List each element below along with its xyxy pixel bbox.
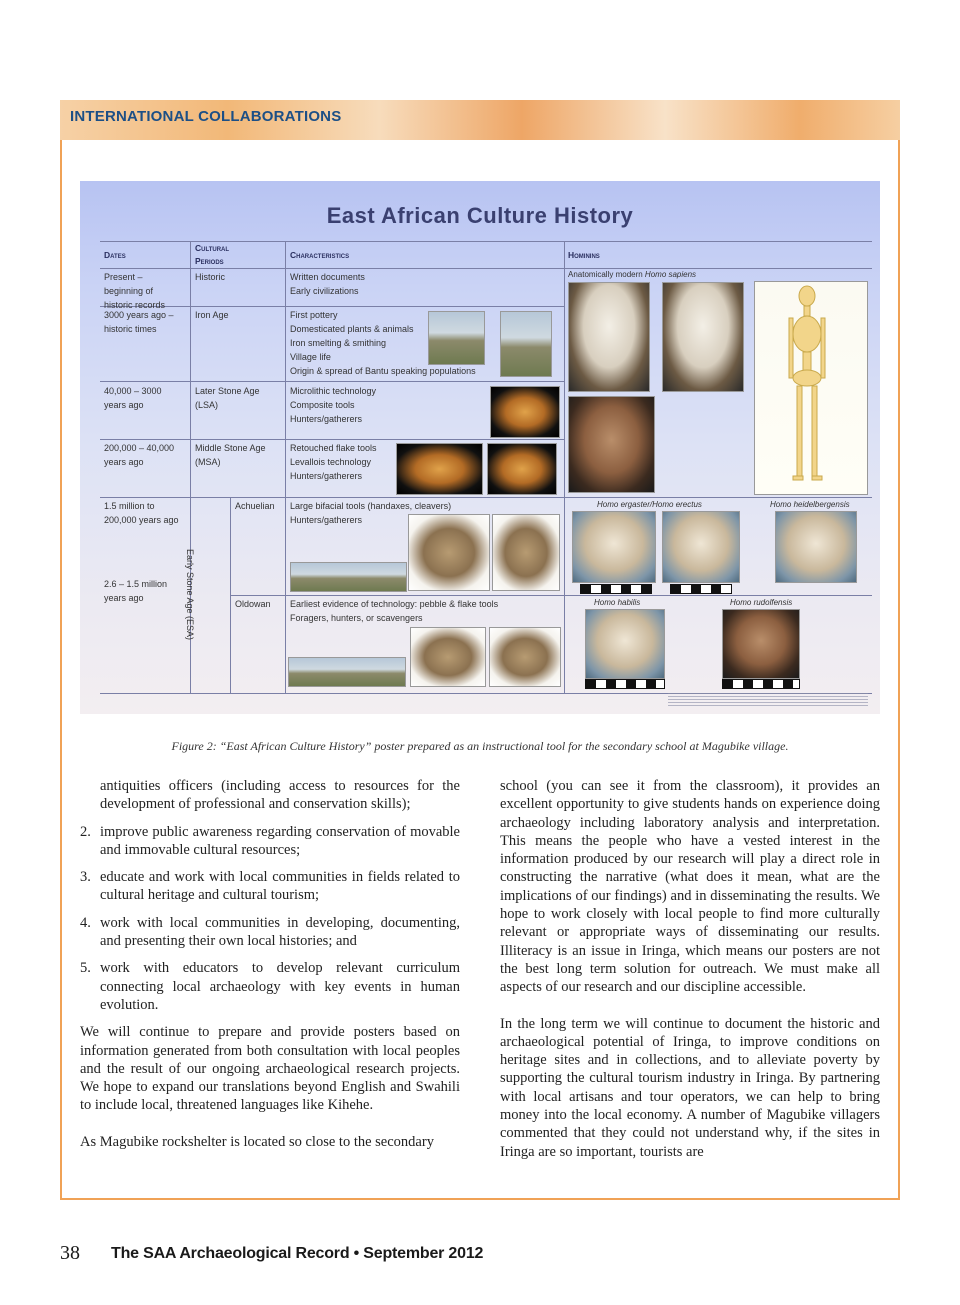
- paragraph: As Magubike rockshelter is located so close to the secondary: [80, 1133, 434, 1150]
- ergaster-label: Homo ergaster/Homo erectus: [597, 500, 702, 509]
- row-msa-period: Middle Stone Age (MSA): [195, 443, 266, 467]
- grid-line: [230, 497, 231, 693]
- section-banner: [60, 100, 900, 140]
- rudolfensis-label: Homo rudolfensis: [730, 598, 793, 607]
- row-oldowan-dates: 2.6 – 1.5 million years ago: [104, 579, 168, 603]
- row-historic-period: Historic: [195, 272, 226, 282]
- row-achuelian-chars: Large bifacial tools (handaxes, cleavers) Hunters/gatherers: [290, 501, 452, 525]
- pebble-tool-photo: [410, 627, 486, 687]
- row-achuelian-dates: 1.5 million to 200,000 years ago: [104, 501, 179, 525]
- ergaster-skull-photo-1: [572, 511, 656, 583]
- row-oldowan-chars: Earliest evidence of technology: pebble & flake tools Foragers, hunters, or scavengers: [290, 599, 499, 623]
- handaxe-photo-1: [408, 514, 490, 591]
- paragraph: We will continue to prepare and provide posters based on information generated from both consultation with local peoples and the result of our ongoing archaeological research projects. We hope to expand our translations beyond English and Swahili to include local, threatened languages like Kihehe.: [80, 1024, 460, 1114]
- header-periods: Periods: [195, 256, 224, 266]
- list-item: 3. educate and work with local communities in fields related to cultural heritage and cultural tourism;: [80, 869, 460, 904]
- row-achuelian-period: Achuelian: [235, 501, 275, 511]
- msa-tools-photo-1: [396, 443, 483, 495]
- list-item: 5. work with educators to develop relevant curriculum connecting local archaeology with key events in human evolution.: [80, 960, 460, 1013]
- ergaster-skull-photo-2: [662, 511, 740, 583]
- grid-line: [285, 241, 286, 693]
- scale-bar: [722, 679, 800, 689]
- excavation-photo: [500, 311, 552, 377]
- grid-line: [100, 439, 564, 440]
- skeleton-diagram: [754, 281, 868, 495]
- grid-line: [100, 306, 564, 307]
- grid-line: [564, 241, 565, 693]
- poster-title: East African Culture History: [326, 203, 634, 228]
- handaxe-photo-2: [492, 514, 560, 591]
- row-ironage-dates: 3000 years ago – historic times: [104, 310, 174, 334]
- msa-tools-photo-2: [487, 443, 557, 495]
- header-cultural: Cultural: [195, 243, 230, 253]
- figure-caption: Figure 2: “East African Culture History” poster prepared as an instructional tool for the secondary school at Magubike village.: [171, 739, 789, 753]
- poster-credits: [668, 693, 868, 707]
- scale-bar: [580, 584, 652, 594]
- oldowan-landscape-photo: [288, 657, 406, 687]
- section-title: INTERNATIONAL COLLABORATIONS: [70, 108, 342, 125]
- page-number: 38: [60, 1242, 80, 1264]
- row-ironage-period: Iron Age: [195, 310, 229, 320]
- row-historic-dates: Present – beginning of historic records: [104, 272, 166, 310]
- header-dates: Dates: [104, 250, 126, 260]
- header-characteristics: Characteristics: [290, 250, 350, 260]
- row-lsa-dates: 40,000 – 3000 years ago: [104, 386, 162, 410]
- esa-label: Early Stone Age (ESA): [185, 549, 195, 641]
- rudolfensis-skull-photo: [722, 609, 800, 679]
- row-lsa-period: Later Stone Age (LSA): [195, 386, 260, 410]
- left-column: [80, 777, 460, 1151]
- publication-name: The SAA Archaeological Record • September 2012: [111, 1245, 484, 1262]
- paragraph: school (you can see it from the classroom), it provides an excellent opportunity to give students hands on experience doing archaeology including laboratory analysis and interpretation. This means the people who have a vested interest in the information produced by our research will play a direct role in constructing the narrative (what does it mean, what are the implications of our findings) and in disseminating the results. We hope to work closely with local people to find more culturally relevant or appropriate ways of disseminating our results. Illiteracy is an issue in Iringa, which means our posters are not the best long term solution for outreach. We must make all aspects of our research and our discipline accessible.: [500, 778, 880, 996]
- row-historic-chars: Written documents Early civilizations: [290, 272, 365, 296]
- row-msa-chars: Retouched flake tools Levallois technology Hunters/gatherers: [290, 443, 377, 481]
- scale-bar: [670, 584, 732, 594]
- skeleton-icon: [755, 282, 867, 494]
- list-item-continued: antiquities officers (including access to resources for the development of professional and conservation skills);: [100, 778, 460, 813]
- heidelbergensis-label: Homo heidelbergensis: [770, 500, 850, 509]
- heidelbergensis-skull-photo-2: [775, 511, 857, 583]
- lsa-tools-photo: [490, 386, 560, 438]
- culture-history-poster: [80, 181, 880, 714]
- row-msa-dates: 200,000 – 40,000 years ago: [104, 443, 175, 467]
- habilis-skull-photo: [585, 609, 665, 679]
- row-lsa-chars: Microlithic technology Composite tools Hunters/gatherers: [290, 386, 377, 424]
- sapiens-skull-photo-2: [662, 282, 744, 392]
- header-hominins: Hominins: [568, 250, 600, 260]
- grid-line: [100, 497, 872, 498]
- list-item: 4. work with local communities in developing, documenting, and presenting their own local histories; and: [80, 914, 460, 950]
- list-item: 2. improve public awareness regarding conservation of movable and immovable cultural resources;: [80, 823, 460, 858]
- flake-tool-photo: [489, 627, 561, 687]
- habilis-label: Homo habilis: [594, 598, 641, 607]
- sapiens-skull-photo-1: [568, 282, 650, 392]
- achuelian-landscape-photo: [290, 562, 407, 592]
- scale-bar: [585, 679, 665, 689]
- grid-line: [100, 381, 564, 382]
- grid-line: [230, 595, 872, 596]
- paragraph: In the long term we will continue to document the historic and archaeological potential of Iringa, to improve conditions on heritage sites and in collections, and to alleviate poverty by supporting the cultural tourism industry in Iringa. By partnering with local artisans and tour operators, we can help to bring money into the local economy. A number of Magubike villagers commented that they could not understand why, if the sites in Iringa are so important, tourists are: [500, 1015, 880, 1160]
- heidelbergensis-skull-photo: [568, 396, 655, 493]
- right-column: [500, 777, 880, 1161]
- row-oldowan-period: Oldowan: [235, 599, 271, 609]
- row-ironage-chars: First pottery Domesticated plants & animals Iron smelting & smithing Village life Origin & spread of Bantu speaking populations: [290, 310, 476, 376]
- sapiens-label: Anatomically modern Homo sapiens: [568, 270, 697, 279]
- pottery-photo: [428, 311, 485, 365]
- grid-line: [100, 268, 872, 269]
